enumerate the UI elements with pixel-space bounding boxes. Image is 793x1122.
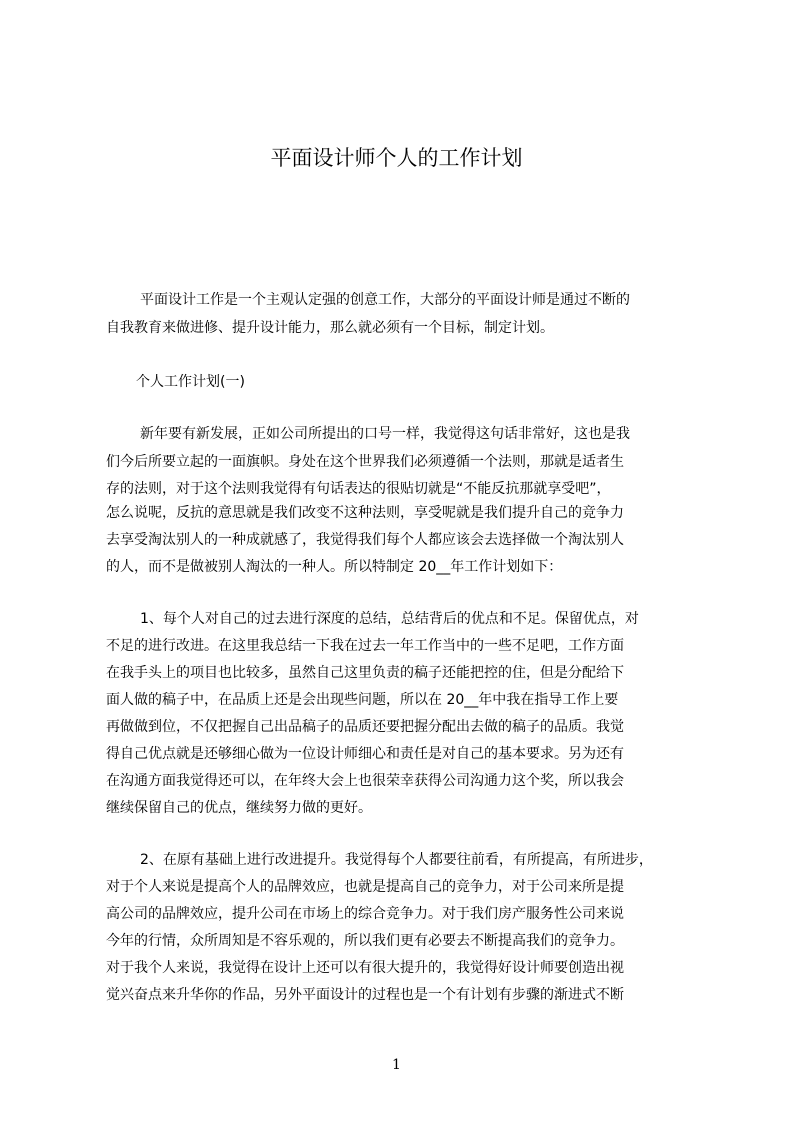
- item-line: 1、每个人对自己的过去进行深度的总结，总结背后的优点和不足。保留优点，对: [140, 611, 639, 627]
- item-line: 得自己优点就是还够细心做为一位设计师细心和责任是对自己的基本要求。另为还有: [106, 746, 624, 762]
- item-line: 高公司的品牌效应，提升公司在市场上的综合竞争力。对于我们房产服务性公司来说: [106, 906, 624, 922]
- item-line: 今年的行情，众所周知是不容乐观的，所以我们更有必要去不断提高我们的竞争力。: [106, 933, 624, 949]
- intro-line: 自我教育来做进修、提升设计能力，那么就必须有一个目标，制定计划。: [106, 320, 554, 336]
- document-title: 平面设计师个人的工作计划: [270, 146, 523, 170]
- paragraph-line: 新年要有新发展，正如公司所提出的口号一样，我觉得这句话非常好，这也是我: [140, 426, 630, 442]
- item-line: 再做做到位，不仅把握自己出品稿子的品质还要把握分配出去做的稿子的品质。我觉: [106, 719, 624, 735]
- item-line: 在沟通方面我觉得还可以，在年终大会上也很荣幸获得公司沟通力这个奖，所以我会: [106, 773, 624, 789]
- item-line: 继续保留自己的优点，继续努力做的更好。: [106, 800, 372, 816]
- section-heading: 个人工作计划(一): [136, 374, 245, 390]
- paragraph-line: 去享受淘汰别人的一种成就感了，我觉得我们每个人都应该会去选择做一个淘汰别人: [106, 532, 624, 548]
- item-line: 不足的进行改进。在这里我总结一下我在过去一年工作当中的一些不足吧，工作方面: [106, 638, 624, 654]
- item-line: 觉兴奋点来升华你的作品，另外平面设计的过程也是一个有计划有步骤的渐进式不断: [106, 987, 624, 1003]
- intro-line: 平面设计工作是一个主观认定强的创意工作，大部分的平面设计师是通过不断的: [140, 292, 630, 308]
- paragraph-line: 存的法则，对于这个法则我觉得有句话表达的很贴切就是“不能反抗那就享受吧”，: [106, 481, 611, 497]
- paragraph-line: 们今后所要立起的一面旗帜。身处在这个世界我们必须遵循一个法则，那就是适者生: [106, 454, 624, 470]
- paragraph-line: 怎么说呢，反抗的意思就是我们改变不这种法则，享受呢就是我们提升自己的竞争力: [106, 505, 624, 521]
- page-number: 1: [392, 1057, 401, 1073]
- item-line: 对于我个人来说，我觉得在设计上还可以有很大提升的，我觉得好设计师要创造出视: [106, 960, 624, 976]
- item-line: 对于个人来说是提高个人的品牌效应，也就是提高自己的竞争力，对于公司来所是提: [106, 879, 624, 895]
- paragraph-line: 的人，而不是做被别人淘汰的一种人。所以特制定 20__年工作计划如下：: [106, 559, 563, 575]
- item-line: 2、在原有基础上进行改进提升。我觉得每个人都要往前看，有所提高，有所进步，: [140, 852, 653, 868]
- item-line: 在我手头上的项目也比较多，虽然自己这里负责的稿子还能把控的住，但是分配给下: [106, 665, 624, 681]
- item-line: 面人做的稿子中，在品质上还是会出现些问题，所以在 20__年中我在指导工作上要: [106, 692, 619, 708]
